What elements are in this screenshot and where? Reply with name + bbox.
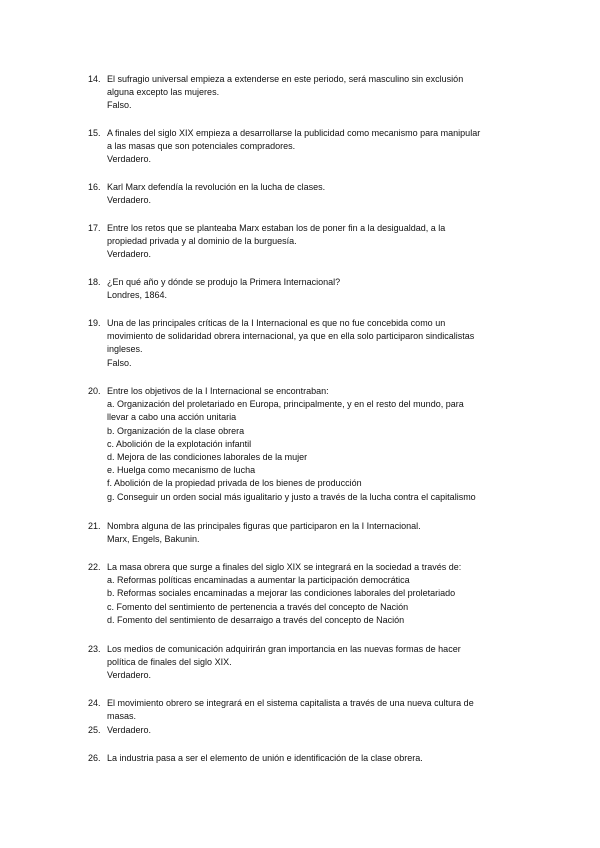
option-text: d. Fomento del sentimiento de desarraigo a través del concepto de Nación xyxy=(107,614,405,625)
question-number: 16. xyxy=(88,182,101,192)
question-text: Los medios de comunicación adquirirán gran importancia en las nuevas formas de hacer xyxy=(107,644,461,654)
question-number: 18. xyxy=(88,277,101,287)
question-text: El movimiento obrero se integrará en el sistema capitalista a través de una nueva cultura de xyxy=(107,698,474,708)
question-text: Una de las principales críticas de la I Internacional es que no fue concebida como un xyxy=(107,318,446,328)
question-15 xyxy=(88,127,518,167)
question-14 xyxy=(88,73,518,113)
question-text: El sufragio universal empieza a extenderse en este periodo, será masculino sin exclusión xyxy=(107,74,464,84)
question-number: 23. xyxy=(88,644,101,654)
question-text: La masa obrera que surge a finales del siglo XIX se integrará en la sociedad a través de: xyxy=(107,562,462,572)
question-number: 26. xyxy=(88,753,101,763)
question-16 xyxy=(88,181,518,207)
option-text: d. Mejora de las condiciones laborales de la mujer xyxy=(107,452,308,463)
answer-text: Verdadero. xyxy=(107,154,152,165)
question-number: 14. xyxy=(88,74,101,84)
question-25 xyxy=(88,724,518,737)
question-text: Karl Marx defendía la revolución en la lucha de clases. xyxy=(107,182,326,192)
option-text: g. Conseguir un orden social más igualitario y justo a través de la lucha contra el capitalismo xyxy=(107,491,476,502)
answer-text: Londres, 1864. xyxy=(107,290,168,301)
option-text: e. Huelga como mecanismo de lucha xyxy=(107,465,256,476)
question-text: masas. xyxy=(107,711,137,722)
question-20 xyxy=(88,385,518,504)
question-26 xyxy=(88,752,518,765)
answer-text: Falso. xyxy=(107,100,132,111)
option-text: c. Fomento del sentimiento de pertenencia a través del concepto de Nación xyxy=(107,601,409,612)
question-text: alguna excepto las mujeres. xyxy=(107,87,220,98)
question-number: 17. xyxy=(88,223,101,233)
question-number: 24. xyxy=(88,698,101,708)
question-number: 21. xyxy=(88,521,101,531)
answer-text: Marx, Engels, Bakunin. xyxy=(107,534,200,545)
question-17 xyxy=(88,222,518,262)
option-text: a. Organización del proletariado en Europa, principalmente, y en el resto del mundo, para xyxy=(107,399,464,410)
option-text: llevar a cabo una acción unitaria xyxy=(107,412,237,423)
option-text: b. Organización de la clase obrera xyxy=(107,425,245,436)
question-text: Nombra alguna de las principales figuras que participaron en la I Internacional. xyxy=(107,521,421,531)
question-number: 25. xyxy=(88,725,101,735)
option-text: a. Reformas políticas encaminadas a aumentar la participación democrática xyxy=(107,575,410,586)
question-text: Entre los objetivos de la I Internacional se encontraban: xyxy=(107,386,329,396)
question-23 xyxy=(88,643,518,683)
answer-text: Verdadero. xyxy=(107,249,152,260)
question-text: Entre los retos que se planteaba Marx estaban los de poner fin a la desigualdad, a la xyxy=(107,223,446,233)
answer-text: Verdadero. xyxy=(107,195,152,206)
question-number: 15. xyxy=(88,128,101,138)
question-22 xyxy=(88,561,518,627)
answer-text: Verdadero. xyxy=(107,670,152,681)
question-text: A finales del siglo XIX empieza a desarrollarse la publicidad como mecanismo para manipular xyxy=(107,128,481,138)
option-text: f. Abolición de la propiedad privada de los bienes de producción xyxy=(107,478,362,489)
question-text: política de finales del siglo XIX. xyxy=(107,657,232,668)
question-number: 19. xyxy=(88,318,101,328)
question-text: ingleses. xyxy=(107,344,143,355)
question-24 xyxy=(88,697,518,723)
question-text: movimiento de solidaridad obrera internacional, ya que en ella solo participaron sindicalistas xyxy=(107,331,475,342)
answer-text: Falso. xyxy=(107,357,132,368)
option-text: b. Reformas sociales encaminadas a mejorar las condiciones laborales del proletariado xyxy=(107,588,456,599)
question-text: ¿En qué año y dónde se produjo la Primera Internacional? xyxy=(107,277,341,287)
question-number: 22. xyxy=(88,562,101,572)
question-text: propiedad privada y al dominio de la burguesía. xyxy=(107,236,297,247)
question-text: a las masas que son potenciales compradores. xyxy=(107,141,296,152)
answer-text: Verdadero. xyxy=(107,725,152,735)
question-18 xyxy=(88,276,518,302)
option-text: c. Abolición de la explotación infantil xyxy=(107,438,252,449)
question-21 xyxy=(88,520,518,546)
question-number: 20. xyxy=(88,386,101,396)
question-text: La industria pasa a ser el elemento de unión e identificación de la clase obrera. xyxy=(107,753,423,763)
question-19 xyxy=(88,317,518,370)
